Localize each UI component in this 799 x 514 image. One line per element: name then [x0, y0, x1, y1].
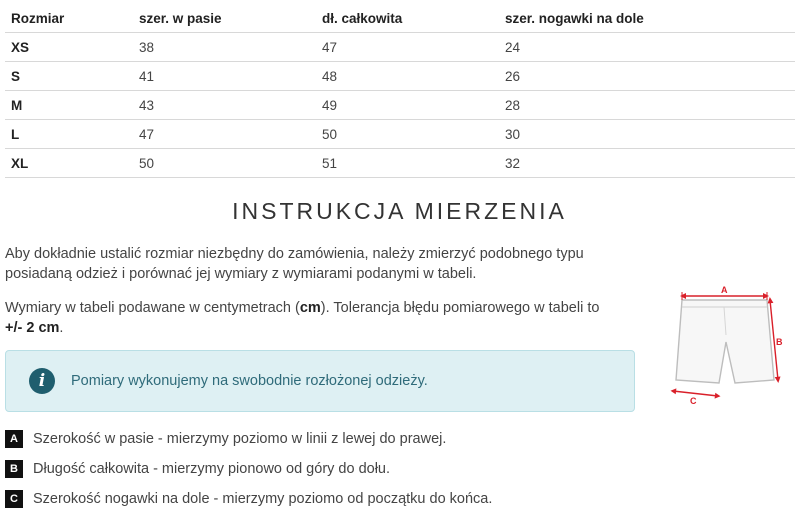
section-title: INSTRUKCJA MIERZENIA [232, 198, 567, 224]
legend-item-b [5, 454, 492, 484]
cell-size: XL [5, 149, 139, 178]
units-paragraph [5, 298, 615, 338]
legend-letter-b: B [5, 460, 23, 478]
cell-size: XS [5, 33, 139, 62]
table-row [5, 149, 795, 178]
table-row [5, 33, 795, 62]
header-size: Rozmiar [5, 4, 139, 33]
label-c: C [690, 396, 697, 406]
units-text-start: Wymiary w tabeli podawane w centymetrach ( [5, 300, 300, 316]
legend-letter-a: A [5, 430, 23, 448]
header-leg-width: szer. nogawki na dole [505, 4, 795, 33]
cell-waist: 38 [139, 33, 322, 62]
units-text-middle: ). Tolerancja błędu pomiarowego w tabeli to [320, 300, 600, 316]
info-box [5, 350, 635, 412]
shorts-outline [676, 300, 774, 383]
header-length: dł. całkowita [322, 4, 505, 33]
cell-length: 50 [322, 120, 505, 149]
table-row [5, 120, 795, 149]
table-row [5, 62, 795, 91]
unit-cm: cm [299, 300, 321, 316]
header-waist: szer. w pasie [139, 4, 322, 33]
legend-text-b: Długość całkowita - mierzymy pionowo od góry do dołu. [33, 461, 391, 477]
cell-length: 51 [322, 149, 505, 178]
info-text: Pomiary wykonujemy na swobodnie rozłożonej odzieży. [71, 373, 428, 389]
cell-leg-width: 30 [505, 120, 795, 149]
cell-size: S [5, 62, 139, 91]
info-icon: i [29, 368, 55, 394]
cell-waist: 47 [139, 120, 322, 149]
units-text-end: . [59, 320, 64, 336]
legend-text-a: Szerokość w pasie - mierzymy poziomo w linii z lewej do prawej. [33, 431, 447, 447]
legend-letter-c: C [5, 490, 23, 508]
cell-size: L [5, 120, 139, 149]
measurement-legend [5, 424, 492, 514]
legend-item-a [5, 424, 492, 454]
label-a: A [721, 285, 728, 295]
cell-leg-width: 28 [505, 91, 795, 120]
size-table [5, 4, 795, 178]
cell-leg-width: 24 [505, 33, 795, 62]
cell-length: 49 [322, 91, 505, 120]
intro-paragraph: Aby dokładnie ustalić rozmiar niezbędny do zamówienia, należy zmierzyć podobnego typu posiadaną odzież i porównać jej wymiary z wymiarami podanymi w tabeli. [5, 246, 584, 282]
cell-waist: 43 [139, 91, 322, 120]
tolerance-value: +/- 2 cm [5, 320, 60, 336]
cell-waist: 41 [139, 62, 322, 91]
cell-waist: 50 [139, 149, 322, 178]
cell-size: M [5, 91, 139, 120]
legend-item-c [5, 484, 492, 514]
shorts-measurement-figure [662, 280, 797, 408]
cell-length: 48 [322, 62, 505, 91]
table-header-row [5, 4, 795, 33]
table-row [5, 91, 795, 120]
legend-text-c: Szerokość nogawki na dole - mierzymy poziomo od początku do końca. [33, 491, 493, 507]
cell-length: 47 [322, 33, 505, 62]
label-b: B [776, 337, 783, 347]
cell-leg-width: 32 [505, 149, 795, 178]
cell-leg-width: 26 [505, 62, 795, 91]
